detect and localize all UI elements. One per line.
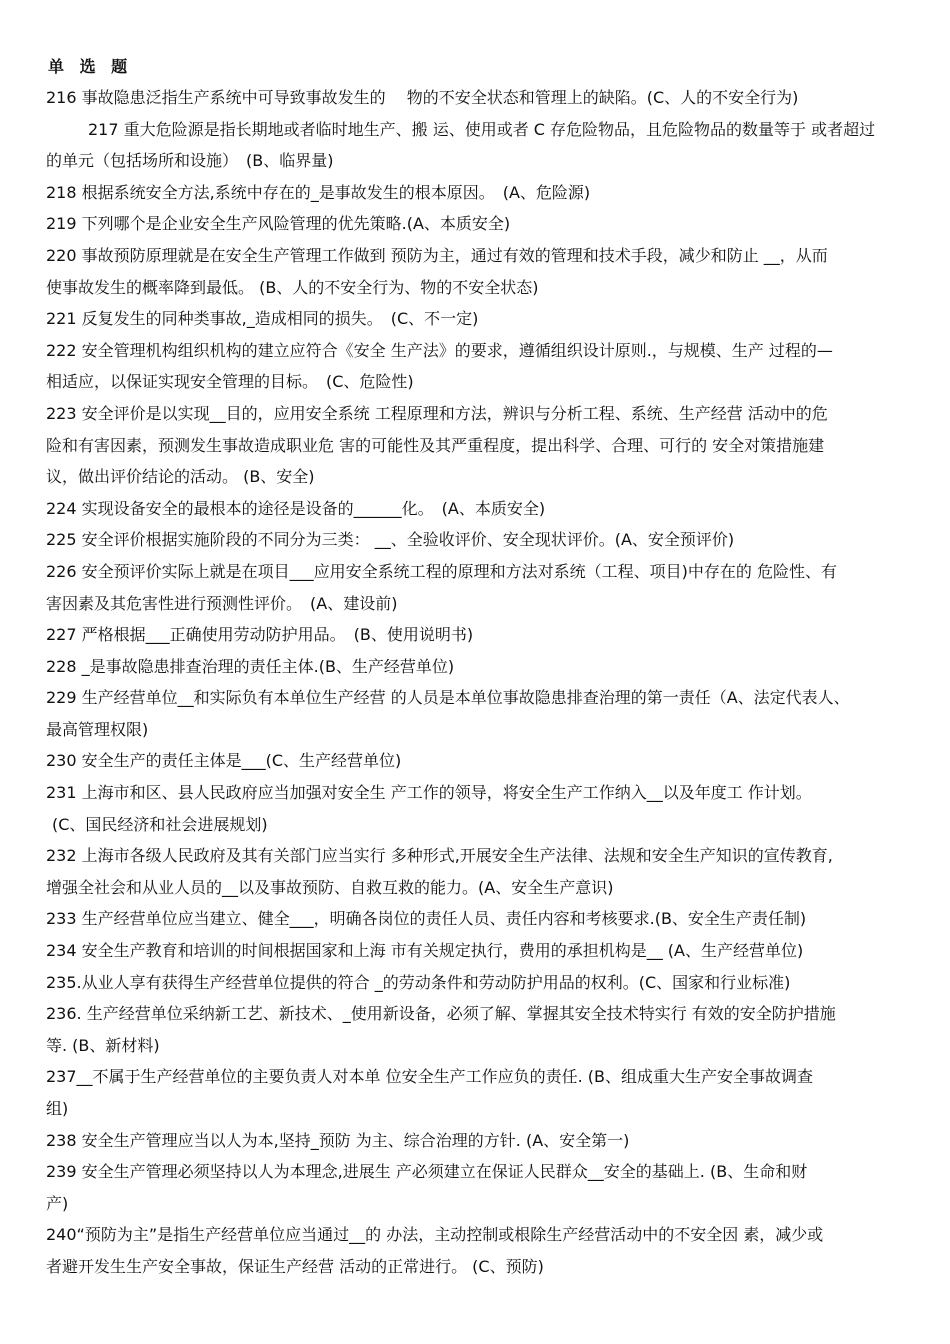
question-continuation-line: 使事故发生的概率降到最低。 (B、人的不安全行为、物的不安全状态)	[46, 277, 539, 297]
question-line: 236. 生产经营单位采纳新工艺、新技术、_使用新设备，必须了解、掌握其安全技术特实行 有效的安全防护措施	[46, 1004, 836, 1024]
question-line: 239 安全生产管理必须坚持以人为本理念,进展生 产必须建立在保证人民群众__安全的基础上. (B、生命和财	[46, 1162, 808, 1182]
question-continuation-line: (C、国民经济和社会进展规划)	[52, 814, 268, 834]
question-item	[0, 651, 950, 683]
question-item	[0, 619, 950, 651]
question-item	[0, 240, 950, 303]
question-continuation-line: 最高管理权限)	[46, 719, 149, 739]
question-line: 233 生产经营单位应当建立、健全___，明确各岗位的责任人员、责任内容和考核要求.(B、安全生产责任制)	[46, 909, 807, 929]
question-continuation-line: 产)	[46, 1193, 69, 1213]
question-item	[0, 1125, 950, 1157]
question-item	[0, 1219, 950, 1282]
question-item	[0, 840, 950, 903]
question-line: 218 根据系统安全方法,系统中存在的_是事故发生的根本原因。 (A、危险源)	[46, 182, 591, 202]
question-line: 238 安全生产管理应当以人为本,坚持_预防 为主、综合治理的方针. (A、安全第一)	[46, 1130, 630, 1150]
question-continuation-line: 增强全社会和从业人员的__以及事故预防、自救互救的能力。(A、安全生产意识)	[46, 877, 614, 897]
question-continuation-line: 等. (B、新材料)	[46, 1035, 160, 1055]
question-line: 235.从业人享有获得生产经营单位提供的符合 _的劳动条件和劳动防护用品的权利。(C、国家和行业标准)	[46, 972, 791, 992]
question-continuation-line: 组)	[46, 1099, 69, 1118]
question-item	[0, 303, 950, 335]
question-item	[0, 335, 950, 398]
question-item	[0, 398, 950, 493]
question-item	[0, 1156, 950, 1219]
question-line: 222 安全管理机构组织机构的建立应符合《安全 生产法》的要求，遵循组织设计原则.，与规模、生产 过程的—	[46, 340, 833, 360]
question-continuation-line: 者避开发生生产安全事故，保证生产经营 活动的正常进行。 (C、预防)	[46, 1256, 544, 1276]
question-item	[0, 935, 950, 967]
question-line: 225 安全评价根据实施阶段的不同分为三类： __、全验收评价、安全现状评价。(A、安全预评价)	[46, 530, 735, 550]
question-line: 221 反复发生的同种类事故,_造成相同的损失。 (C、不一定)	[46, 309, 479, 329]
question-line: 219 下列哪个是企业安全生产风险管理的优先策略.(A、本质安全)	[46, 214, 511, 234]
question-item	[0, 903, 950, 935]
question-line: 230 安全生产的责任主体是___(C、生产经营单位)	[46, 751, 402, 771]
section-heading: 单 选 题	[48, 57, 133, 76]
question-list	[0, 82, 950, 1283]
question-item	[0, 967, 950, 999]
question-item	[0, 556, 950, 619]
question-item	[0, 177, 950, 209]
question-line: 223 安全评价是以实现__目的，应用安全系统 工程原理和方法，辨识与分析工程、系统、生产经营 活动中的危	[46, 403, 828, 423]
question-line: 216 事故隐患泛指生产系统中可导致事故发生的 物的不安全状态和管理上的缺陷。(C、人的不安全行为)	[46, 88, 799, 107]
question-line: 220 事故预防原理就是在安全生产管理工作做到 预防为主，通过有效的管理和技术手段，减少和防止 __，从而	[46, 245, 828, 265]
question-line: 217 重大危险源是指长期地或者临时地生产、搬 运、使用或者 C 存危险物品，且危险物品的数量等于 或者超过	[88, 119, 876, 139]
question-continuation-line: 相适应，以保证实现安全管理的目标。 (C、危险性)	[46, 372, 414, 392]
question-line: 231 上海市和区、县人民政府应当加强对安全生 产工作的领导，将安全生产工作纳入__以及年度工 作计划。	[46, 783, 812, 803]
question-item	[0, 777, 950, 840]
question-line: 240“预防为主”是指生产经营单位应当通过__的 办法，主动控制或根除生产经营活动中的不安全因 素，减少或	[46, 1225, 824, 1245]
question-item	[0, 682, 950, 745]
question-continuation-line: 险和有害因素，预测发生事故造成职业危 害的可能性及其严重程度，提出科学、合理、可行的 安全对策措施建	[46, 435, 825, 455]
question-line: 237__不属于生产经营单位的主要负责人对本单 位安全生产工作应负的责任. (B、组成重大生产安全事故调查	[46, 1067, 814, 1087]
question-line: 224 实现设备安全的最根本的途径是设备的______化。 (A、本质安全)	[46, 498, 546, 518]
question-item	[0, 208, 950, 240]
question-line: 226 安全预评价实际上就是在项目___应用安全系统工程的原理和方法对系统（工程、项目)中存在的 危险性、有	[46, 561, 837, 581]
question-line: 228 _是事故隐患排查治理的责任主体.(B、生产经营单位)	[46, 656, 455, 676]
question-item	[0, 998, 950, 1061]
question-line: 232 上海市各级人民政府及其有关部门应当实行 多种形式,开展安全生产法律、法规和安全生产知识的宣传教育,	[46, 846, 833, 866]
question-item	[0, 82, 950, 114]
question-continuation-line: 害因素及其危害性进行预测性评价。 (A、建设前)	[46, 593, 398, 613]
question-item	[0, 745, 950, 777]
question-item	[0, 493, 950, 525]
question-item	[0, 114, 950, 177]
question-item	[0, 524, 950, 556]
question-continuation-line: 的单元（包括场所和设施） (B、临界量)	[46, 151, 334, 171]
question-line: 229 生产经营单位__和实际负有本单位生产经营 的人员是本单位事故隐患排查治理的第一责任（A、法定代表人、	[46, 688, 850, 708]
question-continuation-line: 议，做出评价结论的活动。 (B、安全)	[46, 467, 315, 487]
question-item	[0, 1061, 950, 1124]
question-line: 227 严格根据___正确使用劳动防护用品。 (B、使用说明书)	[46, 625, 474, 645]
question-line: 234 安全生产教育和培训的时间根据国家和上海 市有关规定执行，费用的承担机构是__ (A、生产经营单位)	[46, 941, 804, 961]
